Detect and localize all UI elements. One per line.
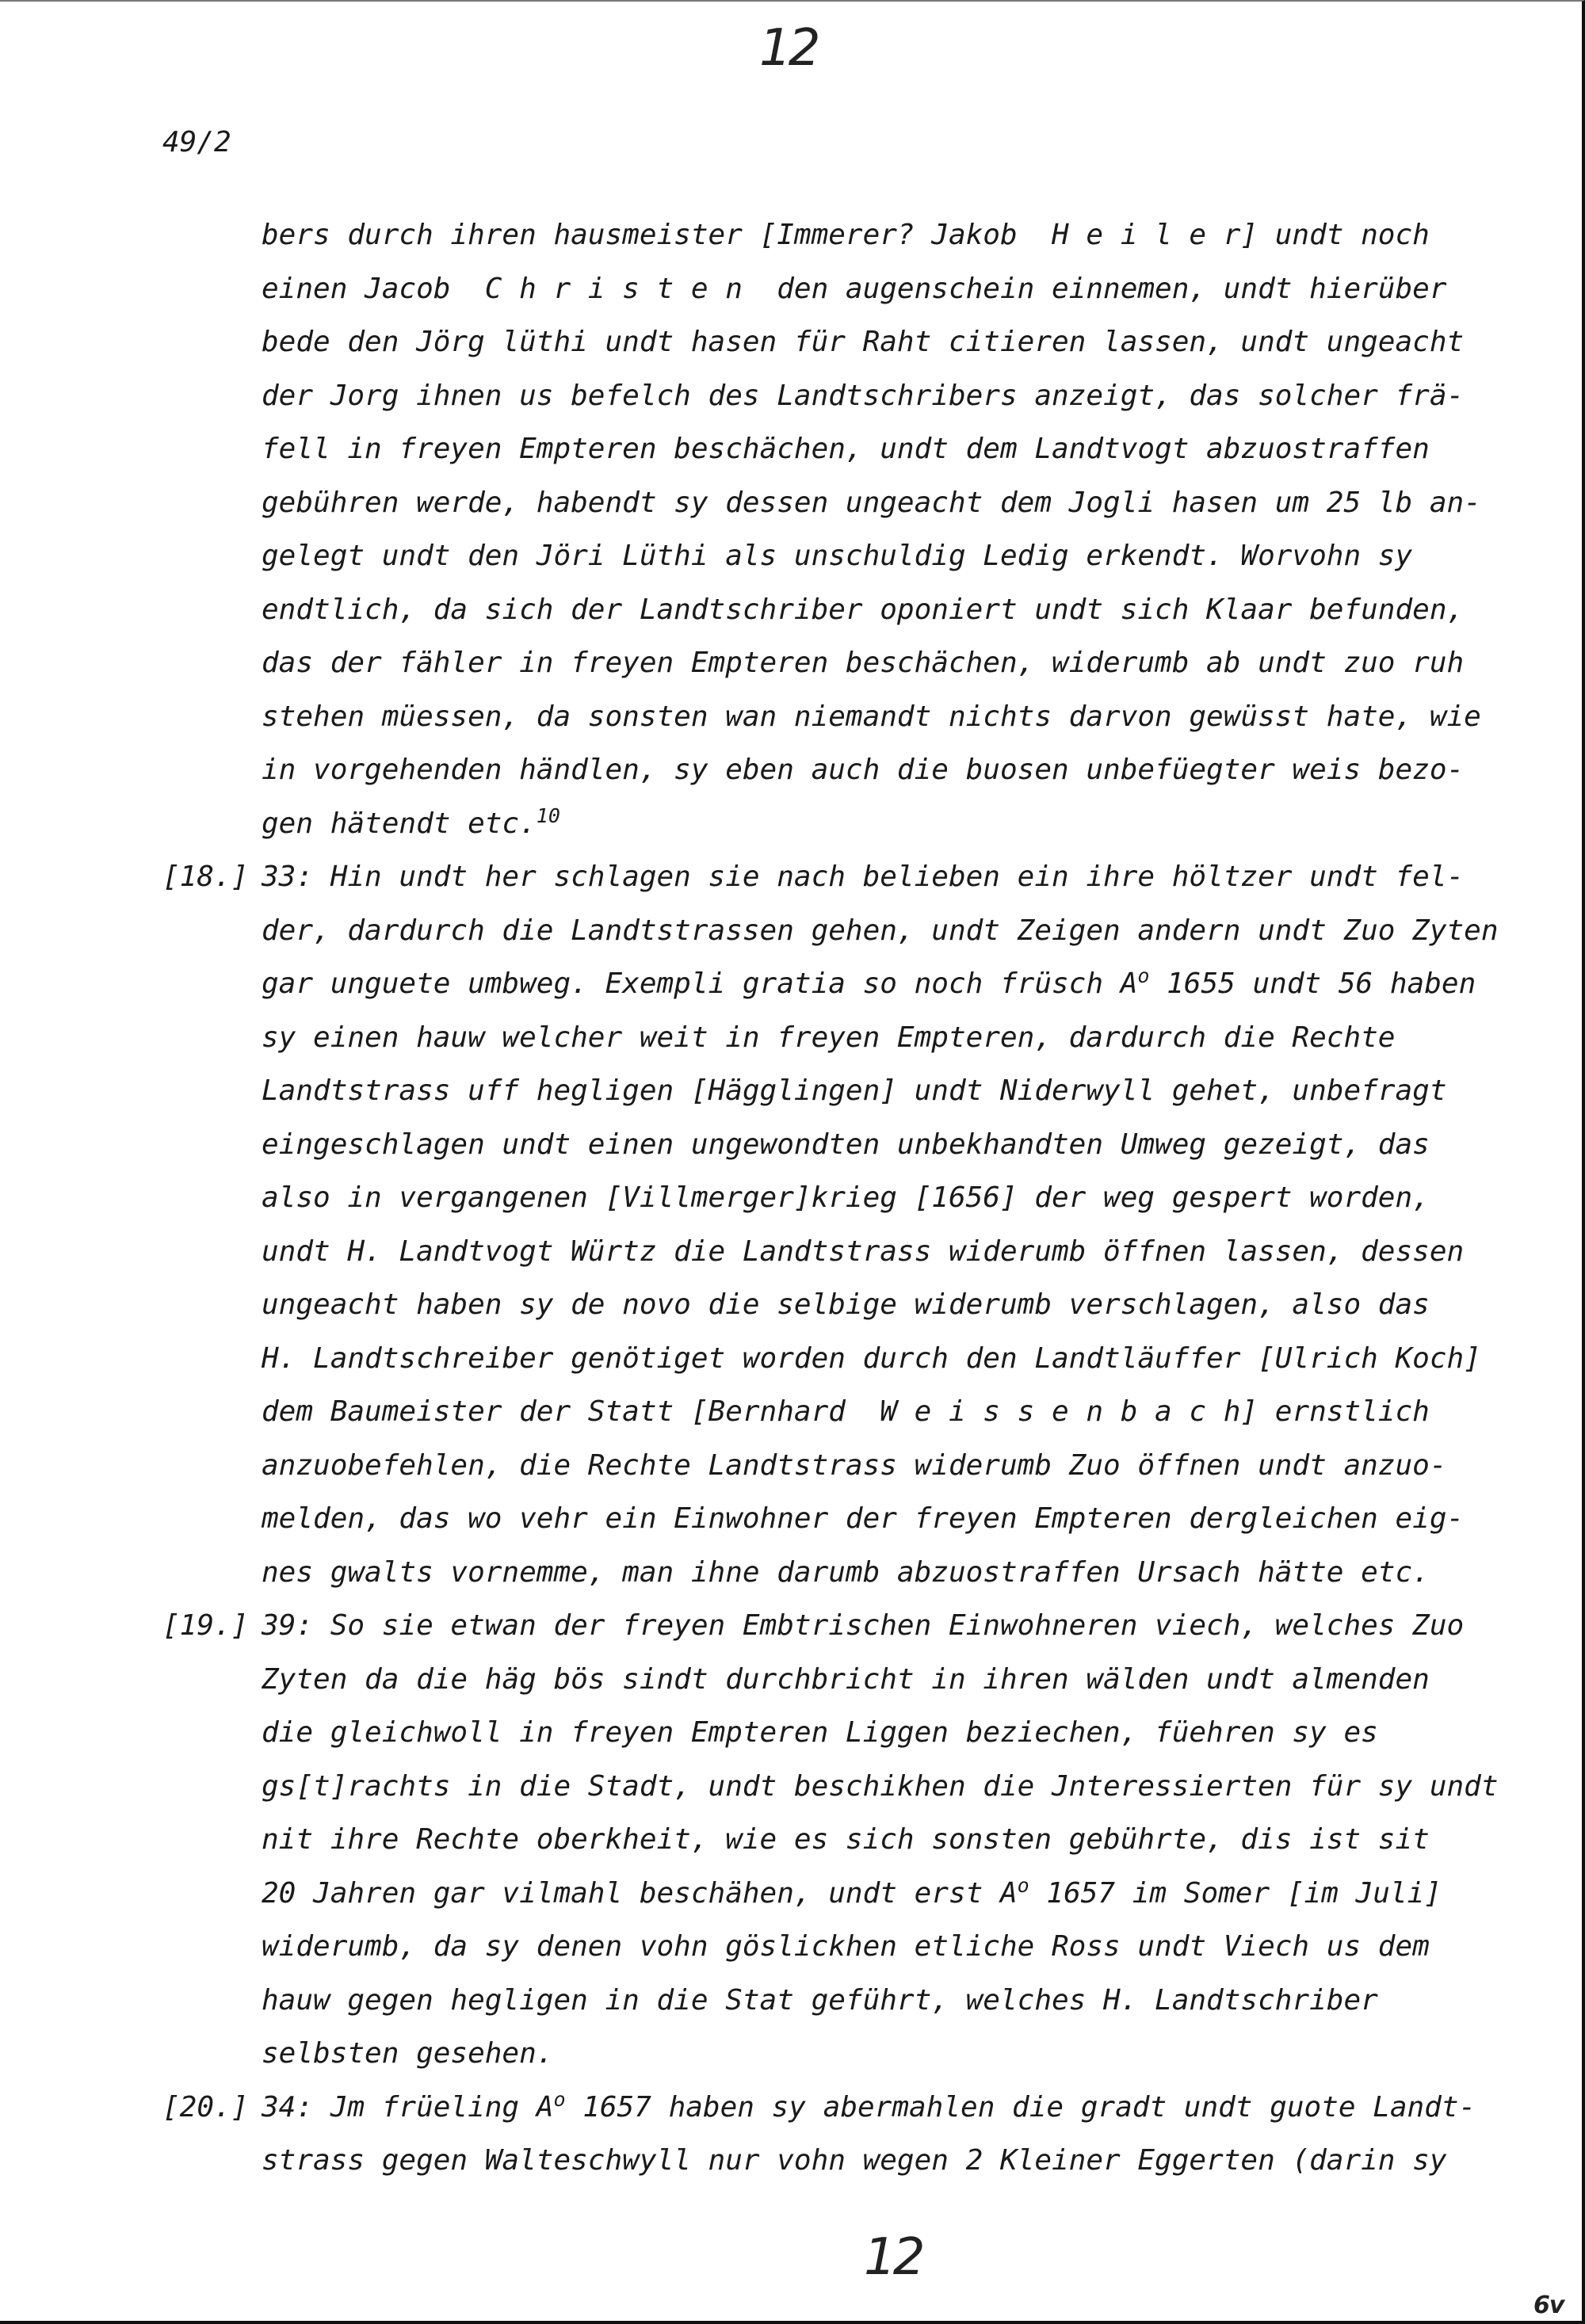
text-line [262,532,1553,580]
text-line [262,1014,1553,1062]
text-line [262,1388,1553,1436]
line-text: stehen müessen, da sonsten wan niemandt nichts darvon gewüsst hate, wie [262,700,1481,733]
text-line [262,1495,1553,1543]
superscript: o [1017,1874,1029,1897]
line-text: gen hätendt etc. [262,807,537,840]
section-marker: [18.] [162,861,249,893]
text-line [262,693,1553,741]
line-text: widerumb, da sy denen vohn göslickhen etliche Ross undt Viech us dem [262,1930,1430,1963]
reference-number: 49/2 [162,126,231,158]
text-line [262,1174,1553,1222]
line-text: 33: Hin undt her schlagen sie nach belieben ein ihre höltzer undt fel- [262,861,1465,893]
text-line [262,907,1553,955]
line-text: 20 Jahren gar vilmahl beschähen, undt erst A [262,1877,1018,1910]
text-line [262,1763,1553,1811]
line-text: nit ihre Rechte oberkheit, wie es sich sonsten gebührte, dis ist sit [262,1823,1430,1856]
line-text-continued: 1655 undt 56 haben [1149,967,1476,1000]
text-line [262,319,1553,366]
text-line [262,800,1553,848]
line-text: selbsten gesehen. [262,2037,554,2070]
line-text: undt H. Landtvogt Würtz die Landtstrass widerumb öffnen lassen, dessen [262,1235,1465,1268]
line-text: der Jorg ihnen us befelch des Landtschribers anzeigt, das solcher frä- [262,380,1465,412]
line-text: gebühren werde, habendt sy dessen ungeacht dem Jogli hasen um 25 lb an- [262,487,1481,519]
handwritten-page-number-top: 12 [759,19,818,78]
line-text: bede den Jörg lüthi undt hasen für Raht citieren lassen, undt ungeacht [262,326,1465,358]
line-text: der, dardurch die Landtstrassen gehen, undt Zeigen andern undt Zuo Zyten [262,914,1499,947]
line-text: gelegt undt den Jöri Lüthi als unschuldig Ledig erkendt. Worvohn sy [262,540,1413,572]
text-line [262,1442,1553,1490]
line-text: das der fähler in freyen Empteren beschächen, widerumb ab undt zuo ruh [262,647,1465,679]
text-line [262,479,1553,527]
line-text-continued: 1657 haben sy abermahlen die gradt undt guote Landt- [565,2091,1476,2124]
text-line [262,1228,1553,1276]
text-line [262,1121,1553,1169]
text-line [262,960,1553,1008]
line-text: hauw gegen hegligen in die Stat geführt, welches H. Landtschriber [262,1984,1378,2017]
text-line [262,212,1553,259]
line-text: also in vergangenen [Villmerger]krieg [1656] der weg gespert worden, [262,1181,1430,1214]
line-text: die gleichwoll in freyen Empteren Liggen beziechen, füehren sy es [262,1716,1378,1749]
text-line [262,746,1553,794]
text-line [262,1281,1553,1329]
line-text: anzuobefehlen, die Rechte Landtstrass widerumb Zuo öffnen undt anzuo- [262,1449,1447,1482]
superscript: 10 [536,804,560,827]
line-text: 34: Jm früeling A [262,2091,554,2124]
line-text: bers durch ihren hausmeister [Immerer? Jakob H e i l e r] undt noch [262,219,1430,251]
line-text: H. Landtschreiber genötiget worden durch den Landtläuffer [Ulrich Koch] [262,1342,1481,1375]
text-line [262,425,1553,473]
text-line [262,372,1553,420]
text-line [262,2084,1553,2131]
line-text: sy einen hauw welcher weit in freyen Empteren, dardurch die Rechte [262,1021,1396,1054]
line-text: einen Jacob C h r i s t e n den augenschein einnemen, undt hierüber [262,273,1447,305]
superscript: o [1137,964,1150,987]
line-text: Zyten da die häg bös sindt durchbricht in ihren wälden undt almenden [262,1663,1430,1696]
text-line [262,1656,1553,1704]
text-line [262,1977,1553,2024]
line-text: melden, das wo vehr ein Einwohner der freyen Empteren dergleichen eig- [262,1502,1465,1535]
text-line [262,1067,1553,1115]
text-line [262,586,1553,634]
line-text: gs[t]rachts in die Stadt, undt beschikhen die Jnteressierten für sy undt [262,1770,1499,1803]
text-line [262,1923,1553,1971]
text-line [262,1870,1553,1918]
line-text: fell in freyen Empteren beschächen, undt dem Landtvogt abzuostraffen [262,433,1430,465]
section-marker: [19.] [162,1609,249,1642]
line-text: 39: So sie etwan der freyen Embtrischen Einwohneren viech, welches Zuo [262,1609,1465,1642]
text-line [262,853,1553,901]
line-text: ungeacht haben sy de novo die selbige widerumb verschlagen, also das [262,1288,1430,1321]
section-marker: [20.] [162,2091,249,2124]
text-line [262,1602,1553,1650]
line-text: gar unguete umbweg. Exempli gratia so noch früsch A [262,967,1138,1000]
corner-mark: 6v [1533,2292,1564,2319]
text-line [262,1335,1553,1383]
text-line [262,2137,1553,2185]
superscript: o [553,2088,566,2111]
text-line [262,1816,1553,1864]
line-text-continued: 1657 im Somer [im Juli] [1029,1877,1442,1910]
text-line [262,2030,1553,2078]
text-line [262,1549,1553,1597]
line-text: Landtstrass uff hegligen [Hägglingen] undt Niderwyll gehet, unbefragt [262,1074,1447,1107]
line-text: eingeschlagen undt einen ungewondten unbekhandten Umweg gezeigt, das [262,1128,1430,1161]
text-line [262,639,1553,687]
text-line [262,1709,1553,1757]
handwritten-page-number-bottom: 12 [864,2228,922,2287]
line-text: in vorgehenden händlen, sy eben auch die buosen unbefüegter weis bezo- [262,754,1465,786]
text-line [262,265,1553,313]
line-text: dem Baumeister der Statt [Bernhard W e i s s e n b a c h] ernstlich [262,1395,1430,1428]
line-text: strass gegen Walteschwyll nur vohn wegen 2 Kleiner Eggerten (darin sy [262,2144,1447,2177]
line-text: endtlich, da sich der Landtschriber oponiert undt sich Klaar befunden, [262,593,1465,626]
line-text: nes gwalts vornemme, man ihne darumb abzuostraffen Ursach hätte etc. [262,1556,1430,1589]
